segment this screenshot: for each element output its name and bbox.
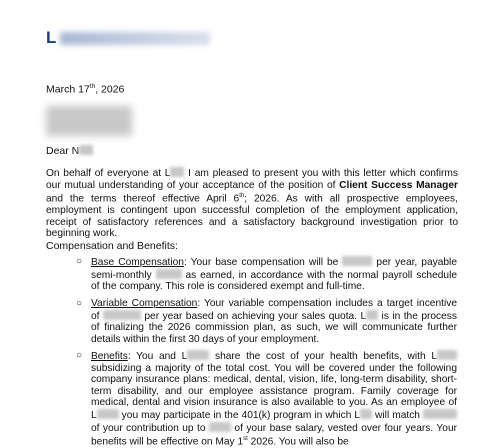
bullet-icon: ○ [76, 298, 83, 309]
redacted-amount [342, 256, 372, 266]
base-compensation-item: ○ Base Compensation: Your base compensation will be per year, payable semi-monthly as earned, in accordance with the normal payroll schedule of the company. This role is considered exempt and full-time. [76, 256, 458, 293]
bullet-icon: ○ [76, 350, 83, 361]
item-label: Variable Compensation [91, 298, 198, 309]
logo-redacted-name [60, 32, 210, 45]
redacted-amount [156, 269, 182, 279]
redacted-company [187, 350, 209, 360]
redacted-amount [423, 409, 457, 419]
variable-compensation-item: ○ Variable Compensation: Your variable compensation includes a target incentive of per year based on achieving your sales quota. L is in the process of finalizing the 2026 commission plan, as such, we will communicate further details within the first 30 days of your employment. [76, 298, 457, 345]
redacted-company [170, 167, 184, 177]
redacted-amount [209, 422, 231, 432]
bullet-icon: ○ [76, 256, 83, 267]
item-label: Base Compensation [91, 257, 184, 268]
section-title: Compensation and Benefits: [46, 240, 178, 252]
redacted-company [366, 310, 378, 320]
redacted-company [97, 409, 119, 419]
redacted-company [437, 350, 457, 360]
item-label: Benefits [91, 351, 128, 362]
logo-mark: L [46, 28, 56, 47]
intro-paragraph: On behalf of everyone at L I am pleased to present you with this letter which confirms our mutual understanding of your acceptance of the position of Client Success Manager and the terms thereof effective April 6th; 2026. As with all prospective employees, employment is contingent upon successful completion of the employment application, receipt of satisfactory references and a satisfactory background investigation prior to beginning work. [46, 168, 458, 240]
redacted-name [79, 145, 93, 155]
redacted-company [360, 409, 372, 419]
position-title: Client Success Manager [339, 179, 458, 191]
salutation: Dear N [46, 145, 93, 157]
company-logo [46, 29, 246, 49]
benefits-item: ○ Benefits: You and L share the cost of your health benefits, with L subsidizing a majority of the total cost. You will be covered under the following company insurance plans: medical, dental, vision, life, long-term disability, short-term disability, and our employee assistance program. Family coverage for medical, dental and vision insurance is also available to you. As an employee of L you may participate in the 401(k) program in which L will match of your contribution up to of your base salary, vested over four years. Your benefits will be effective on May 1st 2026. You will also be [76, 350, 458, 448]
letter-date: March 17th, 2026 [46, 83, 125, 96]
redacted-address-block [46, 106, 132, 136]
redacted-amount [103, 310, 141, 320]
